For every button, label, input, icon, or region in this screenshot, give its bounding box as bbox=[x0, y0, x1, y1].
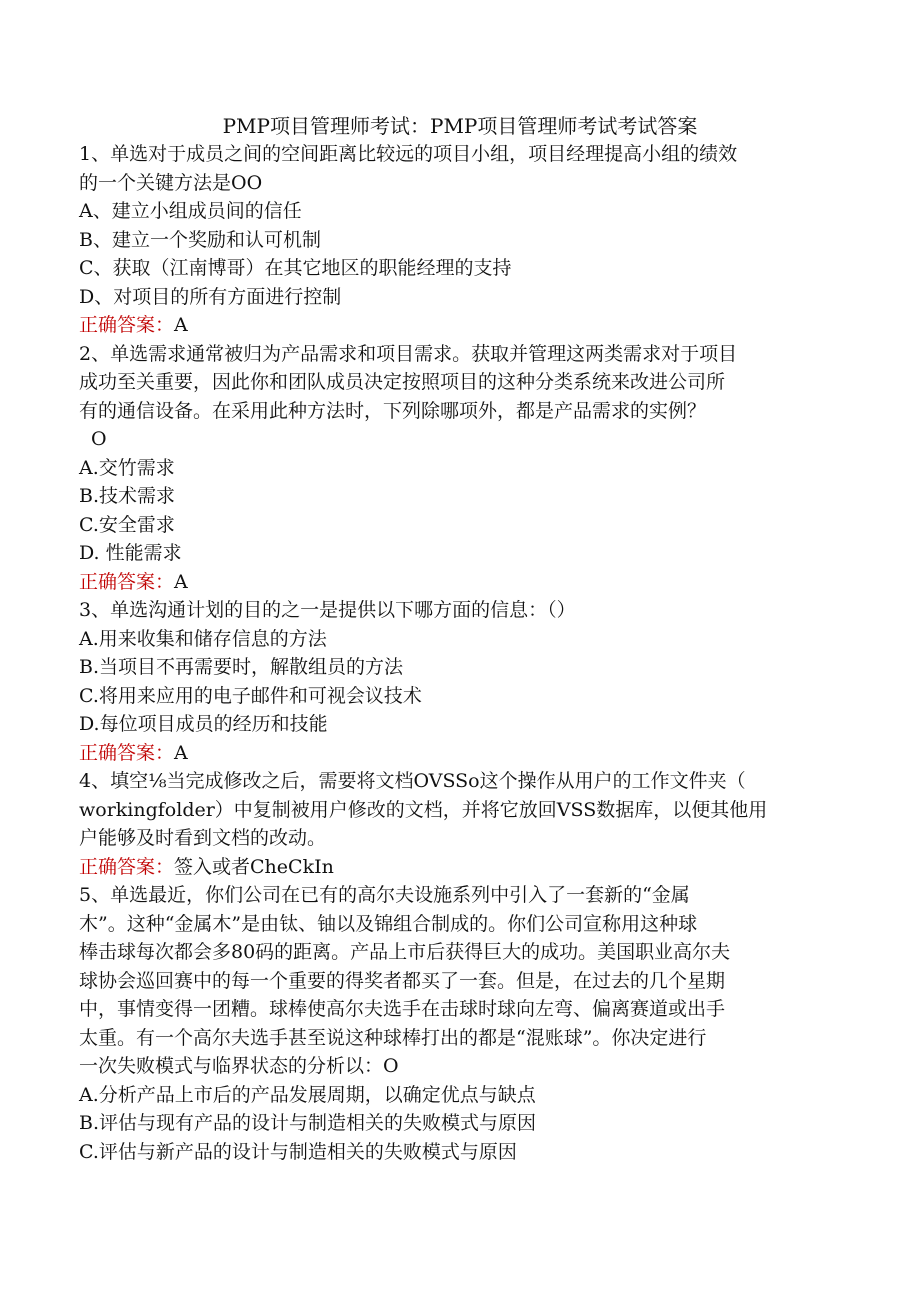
q1-option-b: B、建立一个奖励和认可机制 bbox=[79, 228, 321, 251]
answer-value: A bbox=[174, 741, 188, 764]
q2-answer bbox=[79, 568, 829, 597]
q3-stem-line1: 3、单选沟通计划的目的之一是提供以下哪方面的信息：（） bbox=[79, 599, 576, 621]
q4-answer bbox=[79, 853, 829, 882]
q2-option-b: B.技术需求 bbox=[79, 485, 176, 507]
q2-option-d: D. 性能需求 bbox=[79, 542, 182, 564]
q1-option-c: C、获取（江南博哥）在其它地区的职能经理的支持 bbox=[79, 257, 512, 279]
answer-value: A bbox=[174, 570, 188, 593]
q1-answer bbox=[79, 311, 829, 340]
answer-value: 签入或者CheCkIn bbox=[174, 855, 334, 878]
q3-answer bbox=[79, 739, 829, 768]
answer-value: A bbox=[174, 314, 188, 336]
q3-option-d: D.每位项目成员的经历和技能 bbox=[79, 713, 328, 735]
q4-stem-line1: 4、填空⅛当完成修改之后，需要将文档OVSSo这个操作从用户的工作文件夹（ bbox=[79, 770, 746, 792]
answer-label: 正确答案： bbox=[79, 570, 175, 593]
q5-stem-line5: 中，事情变得一团糟。球棒使高尔夫选手在击球时球向左弯、偏离赛道或出手 bbox=[79, 998, 726, 1020]
q5-option-a: A.分析产品上市后的产品发展周期，以确定优点与缺点 bbox=[79, 1083, 536, 1106]
q1-stem-line2: 的一个关键方法是OO bbox=[79, 171, 263, 194]
q2-option-c: C.安全雷求 bbox=[79, 513, 175, 536]
q3-option-c: C.将用来应用的电子邮件和可视会议技术 bbox=[79, 684, 422, 707]
q2-stem-line2: 成功至关重要，因此你和团队成员决定按照项目的这种分类系统来改进公司所 bbox=[79, 371, 726, 393]
q1-option-a: A、建立小组成员间的信任 bbox=[79, 200, 302, 222]
q5-option-c: C.评估与新产品的设计与制造相关的失败模式与原因 bbox=[79, 1140, 517, 1163]
answer-label: 正确答案： bbox=[79, 741, 175, 764]
q5-stem-line3: 棒击球每次都会多80码的距离。产品上市后获得巨大的成功。美国职业高尔夫 bbox=[79, 941, 731, 963]
q5-stem-line1: 5、单选最近，你们公司在已有的高尔夫设施系列中引入了一套新的“金属 bbox=[79, 884, 690, 906]
document-title: PMP项目管理师考试：PMP项目管理师考试考试答案 bbox=[222, 114, 698, 138]
q3-option-a: A.用来收集和储存信息的方法 bbox=[79, 627, 327, 650]
document-body bbox=[79, 140, 829, 1166]
q5-option-b: B.评估与现有产品的设计与制造相关的失败模式与原因 bbox=[79, 1112, 537, 1134]
q2-stem-line1: 2、单选需求通常被归为产品需求和项目需求。获取并管理这两类需求对于项目 bbox=[79, 342, 738, 365]
q5-stem-line6: 太重。有一个高尔夫选手甚至说这种球棒打出的都是“混账球”。你决定进行 bbox=[79, 1026, 707, 1049]
q4-stem-line3: 户能够及时看到文档的改动。 bbox=[79, 827, 327, 849]
q4-stem-line2: workingfolder）中复制被用户修改的文档，并将它放回VSS数据库，以便其他用 bbox=[79, 798, 768, 821]
q1-stem-line1: 1、单选对于成员之间的空间距离比较远的项目小组，项目经理提高小组的绩效 bbox=[79, 143, 738, 165]
q1-option-d: D、对项目的所有方面进行控制 bbox=[79, 285, 342, 308]
answer-label: 正确答案： bbox=[79, 855, 175, 878]
q5-stem-line4: 球协会巡回赛中的每一个重要的得奖者都买了一套。但是，在过去的几个星期 bbox=[79, 969, 726, 992]
q2-stem-line4: O bbox=[91, 428, 107, 450]
q5-stem-line7: 一次失败模式与临界状态的分析以：O bbox=[79, 1055, 399, 1077]
q5-stem-line2: 木”。这种“金属木”是由钛、铀以及锦组合制成的。你们公司宣称用这种球 bbox=[79, 912, 698, 935]
answer-label: 正确答案： bbox=[79, 314, 175, 336]
q3-option-b: B.当项目不再需要时，解散组员的方法 bbox=[79, 656, 404, 678]
q2-option-a: A.交竹需求 bbox=[79, 456, 175, 479]
q2-stem-line3: 有的通信设备。在采用此种方法时，下列除哪项外，都是产品需求的实例？ bbox=[79, 399, 707, 422]
